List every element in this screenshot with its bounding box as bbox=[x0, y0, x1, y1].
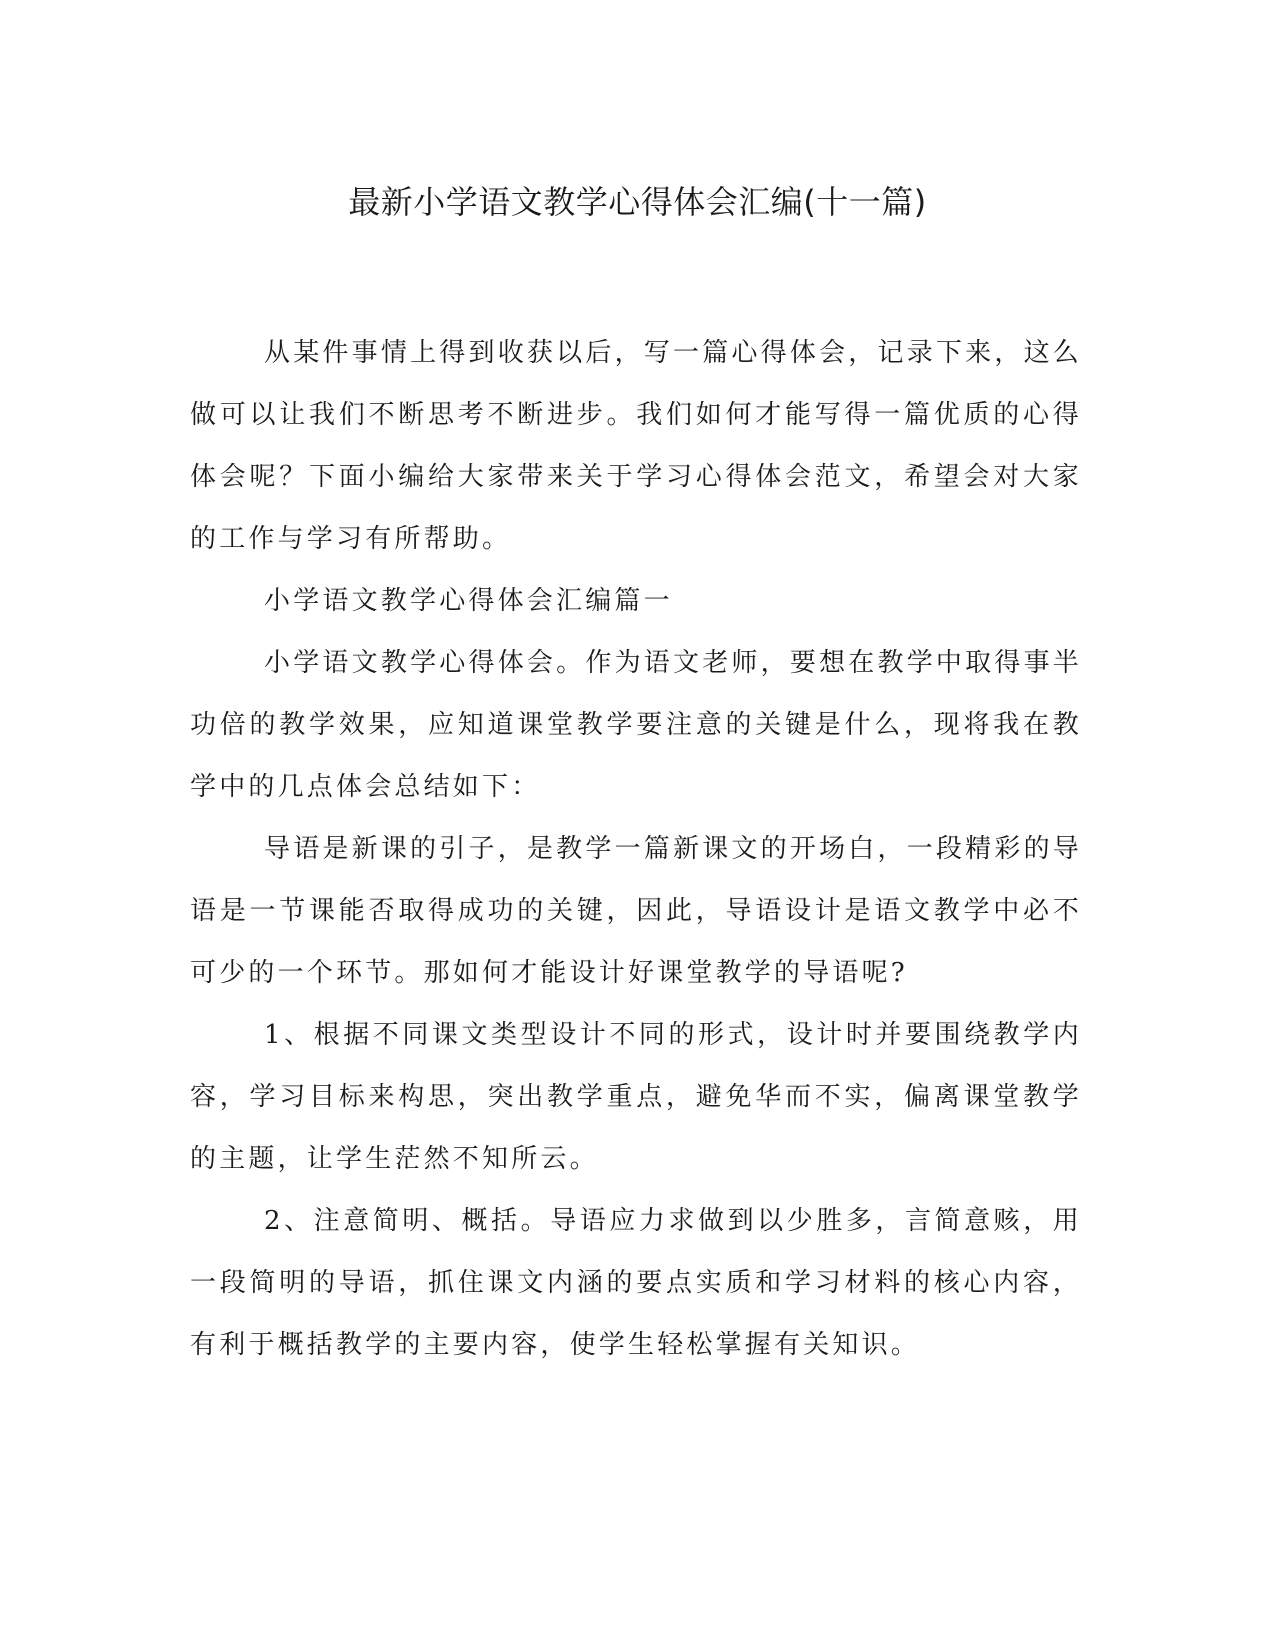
paragraph-3: 1、根据不同课文类型设计不同的形式，设计时并要围绕教学内容，学习目标来构思，突出教学重点，避免华而不实，偏离课堂教学的主题，让学生茫然不知所云。 bbox=[190, 1020, 1082, 1174]
document-body bbox=[190, 322, 1082, 1376]
paragraph-4: 2、注意简明、概括。导语应力求做到以少胜多，言简意赅，用一段简明的导语，抓住课文内涵的要点实质和学习材料的核心内容，有利于概括教学的主要内容，使学生轻松掌握有关知识。 bbox=[190, 1206, 1082, 1360]
paragraph-1: 小学语文教学心得体会。作为语文老师，要想在教学中取得事半功倍的教学效果，应知道课堂教学要注意的关键是什么，现将我在教学中的几点体会总结如下： bbox=[190, 648, 1082, 802]
paragraph-intro: 从某件事情上得到收获以后，写一篇心得体会，记录下来，这么做可以让我们不断思考不断进步。我们如何才能写得一篇优质的心得体会呢？下面小编给大家带来关于学习心得体会范文，希望会对大家的工作与学习有所帮助。 bbox=[190, 338, 1082, 554]
paragraph-2: 导语是新课的引子，是教学一篇新课文的开场白，一段精彩的导语是一节课能否取得成功的关键，因此，导语设计是语文教学中必不可少的一个环节。那如何才能设计好课堂教学的导语呢? bbox=[190, 834, 1082, 988]
section-heading: 小学语文教学心得体会汇编篇一 bbox=[264, 586, 673, 616]
document-title: 最新小学语文教学心得体会汇编(十一篇) bbox=[348, 183, 927, 221]
